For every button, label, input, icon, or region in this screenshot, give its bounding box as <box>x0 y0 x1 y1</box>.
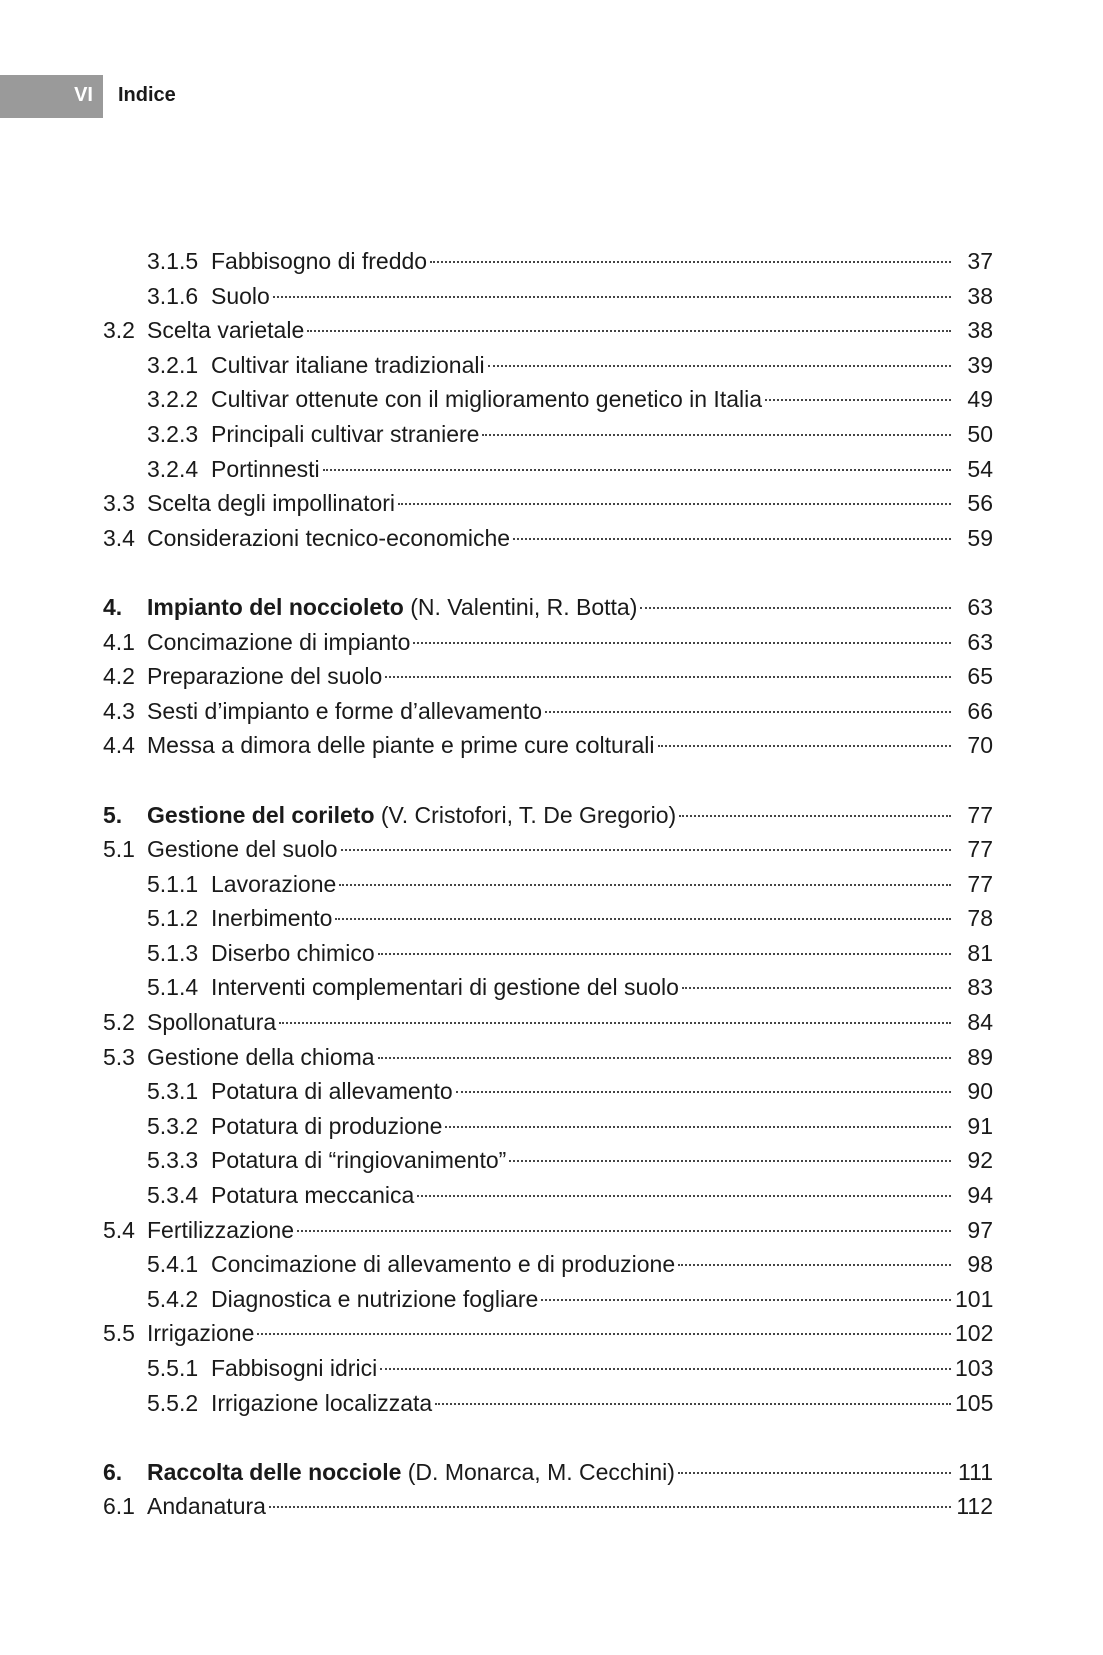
dot-leader <box>430 261 951 263</box>
toc-page-number: 39 <box>967 351 993 378</box>
toc-entry-number: 5.1.1 <box>147 870 199 897</box>
toc-entry[interactable] <box>103 521 993 556</box>
toc-entry-number: 5.3 <box>103 1043 135 1070</box>
toc-entry-number: 5.3.4 <box>147 1182 199 1209</box>
toc-page-number: 63 <box>967 628 993 655</box>
toc-entry-number: 5.4.1 <box>147 1251 199 1278</box>
toc-page-number: 59 <box>967 524 993 551</box>
dot-leader <box>380 1368 951 1370</box>
toc-entry[interactable] <box>103 348 993 383</box>
toc-page-number: 103 <box>955 1355 994 1381</box>
toc-entry-title: Potatura meccanica <box>211 1182 415 1209</box>
dot-leader <box>279 1022 951 1024</box>
toc-entry-title: Considerazioni tecnico-economiche <box>147 524 511 551</box>
dot-leader <box>765 399 951 401</box>
toc-entry-title: Portinnesti <box>211 455 320 482</box>
toc-page-number: 98 <box>967 1251 993 1278</box>
toc-entry-number: 3.2.2 <box>147 386 199 413</box>
toc-page-number: 38 <box>967 282 993 309</box>
toc-entry-title <box>147 1455 675 1490</box>
toc-page-number: 77 <box>967 870 993 897</box>
dot-leader <box>678 1264 951 1266</box>
toc-entry-number: 3.3 <box>103 490 135 517</box>
toc-entry-title: Gestione del suolo <box>147 836 338 863</box>
toc-entry-number: 3.4 <box>103 524 135 551</box>
dot-leader <box>341 849 951 851</box>
toc-entry-number: 5.4 <box>103 1216 135 1243</box>
toc-entry[interactable] <box>103 1351 993 1386</box>
toc-page-number: 90 <box>967 1078 993 1105</box>
toc-entry-number: 5.3.3 <box>147 1147 199 1174</box>
chapter-authors: (V. Cristofori, T. De Gregorio) <box>374 801 677 828</box>
toc-entry-title: Fertilizzazione <box>147 1216 294 1243</box>
dot-leader <box>678 1472 951 1474</box>
dot-leader <box>339 884 951 886</box>
running-header-title: Indice <box>118 84 176 106</box>
toc-entry-title <box>147 798 676 833</box>
toc-entry-number: 5.1.3 <box>147 939 199 966</box>
toc-entry-title: Interventi complementari di gestione del suolo <box>211 974 679 1001</box>
toc-entry-title: Fabbisogni idrici <box>211 1355 378 1381</box>
toc-entry[interactable] <box>103 313 993 348</box>
dot-leader <box>297 1230 951 1232</box>
dot-leader <box>482 434 951 436</box>
toc-entry-title: Irrigazione <box>147 1320 255 1347</box>
dot-leader <box>378 1057 951 1059</box>
toc-entry-title: Spollonatura <box>147 1009 277 1036</box>
toc-entry[interactable] <box>103 1489 993 1524</box>
toc-entry-title: Potatura di produzione <box>211 1112 443 1139</box>
dot-leader <box>456 1091 951 1093</box>
toc-entry-number: 5.5 <box>103 1320 135 1347</box>
toc-entry-number: 5. <box>103 801 123 828</box>
dot-leader <box>323 469 951 471</box>
toc-page-number: 83 <box>967 974 993 1001</box>
dot-leader <box>417 1195 951 1197</box>
toc-page-number: 92 <box>967 1147 993 1174</box>
toc-entry-title: Preparazione del suolo <box>147 663 383 690</box>
toc-entry-number: 3.2.1 <box>147 351 199 378</box>
toc-entry-number: 3.1.5 <box>147 248 199 274</box>
toc-entry-number: 4.2 <box>103 663 135 690</box>
toc-entry-number: 4.4 <box>103 732 135 759</box>
toc-entry[interactable] <box>103 1282 993 1317</box>
toc-page-number: 111 <box>958 1458 993 1485</box>
toc-entry-title: Andanatura <box>147 1493 266 1520</box>
toc-page-number: 101 <box>955 1285 994 1312</box>
toc-page-number: 94 <box>967 1182 993 1209</box>
toc-page-number: 70 <box>967 732 993 759</box>
toc-entry-title: Potatura di “ringiovanimento” <box>211 1147 507 1174</box>
chapter-authors: (D. Monarca, M. Cecchini) <box>401 1458 675 1485</box>
chapter-title: Raccolta delle nocciole <box>147 1458 402 1485</box>
toc-entry-number: 4. <box>103 593 123 620</box>
dot-leader <box>445 1126 951 1128</box>
toc-entry-title: Concimazione di impianto <box>147 628 411 655</box>
toc-entry-title: Lavorazione <box>211 870 337 897</box>
toc-entry-title: Principali cultivar straniere <box>211 420 480 447</box>
dot-leader <box>385 676 951 678</box>
toc-entry[interactable] <box>103 625 993 660</box>
toc-page-number: 66 <box>967 697 993 724</box>
toc-entry-number: 5.5.2 <box>147 1389 199 1416</box>
toc-page-number: 54 <box>967 455 993 482</box>
toc-entry[interactable] <box>103 867 993 902</box>
dot-leader <box>413 642 951 644</box>
toc-page-number: 77 <box>967 836 993 863</box>
toc-entry-number: 6. <box>103 1458 123 1485</box>
dot-leader <box>679 815 951 817</box>
dot-leader <box>682 987 951 989</box>
dot-leader <box>435 1403 951 1405</box>
chapter-title: Gestione del corileto <box>147 801 375 828</box>
toc-page-number: 84 <box>967 1009 993 1036</box>
toc-chapter-entry[interactable] <box>103 798 993 833</box>
dot-leader <box>307 330 951 332</box>
toc-page-number: 49 <box>967 386 993 413</box>
page-number: VI <box>74 84 93 106</box>
toc-page-number: 63 <box>967 593 993 620</box>
toc-entry[interactable] <box>103 1074 993 1109</box>
toc-entry[interactable] <box>103 832 993 867</box>
toc-entry-title: Cultivar ottenute con il miglioramento genetico in Italia <box>211 386 763 413</box>
toc-entry[interactable] <box>103 279 993 314</box>
toc-page-number: 38 <box>967 317 993 344</box>
toc-entry[interactable] <box>103 1213 993 1248</box>
toc-entry[interactable] <box>103 728 993 763</box>
toc-entry-title: Gestione della chioma <box>147 1043 375 1070</box>
toc-chapter-entry[interactable] <box>103 1455 993 1490</box>
toc-page-number: 78 <box>967 905 993 932</box>
dot-leader <box>541 1299 951 1301</box>
dot-leader <box>658 745 951 747</box>
dot-leader <box>273 296 951 298</box>
dot-leader <box>545 711 951 713</box>
chapter-authors: (N. Valentini, R. Botta) <box>403 593 638 620</box>
dot-leader <box>378 953 951 955</box>
toc-entry-title: Messa a dimora delle piante e prime cure colturali <box>147 732 655 759</box>
toc-entry[interactable] <box>103 1143 993 1178</box>
dot-leader <box>257 1333 951 1335</box>
toc-page-number: 77 <box>967 801 993 828</box>
dot-leader <box>640 607 951 609</box>
toc-entry-number: 5.1.2 <box>147 905 199 932</box>
toc-entry[interactable] <box>103 1040 993 1075</box>
toc-entry[interactable] <box>103 1386 993 1421</box>
toc-page-number: 97 <box>967 1216 993 1243</box>
toc-entry-number: 5.1 <box>103 836 135 863</box>
toc-entry[interactable] <box>103 244 993 279</box>
toc-entry-number: 5.2 <box>103 1009 135 1036</box>
toc-entry[interactable] <box>103 659 993 694</box>
toc-entry-title <box>147 590 637 625</box>
table-of-contents <box>103 244 993 1524</box>
dot-leader <box>398 503 951 505</box>
toc-page-number: 50 <box>967 420 993 447</box>
toc-page-number: 112 <box>956 1493 993 1520</box>
toc-page-number: 56 <box>967 490 993 517</box>
toc-chapter-entry[interactable] <box>103 590 993 625</box>
toc-entry[interactable] <box>103 452 993 487</box>
dot-leader <box>488 365 951 367</box>
toc-entry[interactable] <box>103 1005 993 1040</box>
toc-page-number: 65 <box>967 663 993 690</box>
toc-entry-title: Scelta degli impollinatori <box>147 490 396 517</box>
toc-entry[interactable] <box>103 486 993 521</box>
toc-entry-number: 5.5.1 <box>147 1355 199 1381</box>
toc-entry[interactable] <box>103 1316 993 1351</box>
toc-entry-number: 3.2 <box>103 317 135 344</box>
toc-entry-number: 6.1 <box>103 1493 135 1520</box>
toc-entry[interactable] <box>103 970 993 1005</box>
toc-entry-number: 5.4.2 <box>147 1285 199 1312</box>
toc-entry[interactable] <box>103 382 993 417</box>
toc-entry-title: Diserbo chimico <box>211 939 375 966</box>
toc-entry-number: 5.1.4 <box>147 974 199 1001</box>
toc-entry-title: Suolo <box>211 282 270 309</box>
toc-entry-title: Scelta varietale <box>147 317 305 344</box>
toc-entry-title: Irrigazione localizzata <box>211 1389 433 1416</box>
dot-leader <box>269 1506 951 1508</box>
toc-entry[interactable] <box>103 936 993 971</box>
toc-entry-number: 5.3.1 <box>147 1078 199 1105</box>
toc-entry[interactable] <box>103 694 993 729</box>
toc-entry-number: 4.3 <box>103 697 135 724</box>
toc-page-number: 81 <box>967 939 993 966</box>
toc-entry-number: 5.3.2 <box>147 1112 199 1139</box>
toc-page-number: 105 <box>955 1389 994 1416</box>
toc-entry-title: Fabbisogno di freddo <box>211 248 428 274</box>
dot-leader <box>513 538 951 540</box>
toc-entry-number: 3.1.6 <box>147 282 199 309</box>
toc-entry-title: Inerbimento <box>211 905 333 932</box>
toc-page-number: 89 <box>967 1043 993 1070</box>
toc-entry-title: Concimazione di allevamento e di produzione <box>211 1251 676 1278</box>
page-number-tab <box>0 75 103 118</box>
toc-entry-title: Sesti d’impianto e forme d’allevamento <box>147 697 543 724</box>
toc-entry-number: 3.2.3 <box>147 420 199 447</box>
toc-page-number: 37 <box>967 248 993 274</box>
toc-entry[interactable] <box>103 901 993 936</box>
toc-entry[interactable] <box>103 1178 993 1213</box>
dot-leader <box>335 918 951 920</box>
toc-page-number: 91 <box>967 1112 993 1139</box>
toc-page-number: 102 <box>955 1320 994 1347</box>
toc-entry-number: 3.2.4 <box>147 455 199 482</box>
toc-entry-title: Cultivar italiane tradizionali <box>211 351 485 378</box>
toc-entry[interactable] <box>103 417 993 452</box>
dot-leader <box>509 1160 951 1162</box>
toc-entry-title: Potatura di allevamento <box>211 1078 453 1105</box>
chapter-title: Impianto del noccioleto <box>147 593 404 620</box>
toc-entry-title: Diagnostica e nutrizione fogliare <box>211 1285 539 1312</box>
toc-entry-number: 4.1 <box>103 628 135 655</box>
toc-entry[interactable] <box>103 1247 993 1282</box>
toc-entry[interactable] <box>103 1109 993 1144</box>
